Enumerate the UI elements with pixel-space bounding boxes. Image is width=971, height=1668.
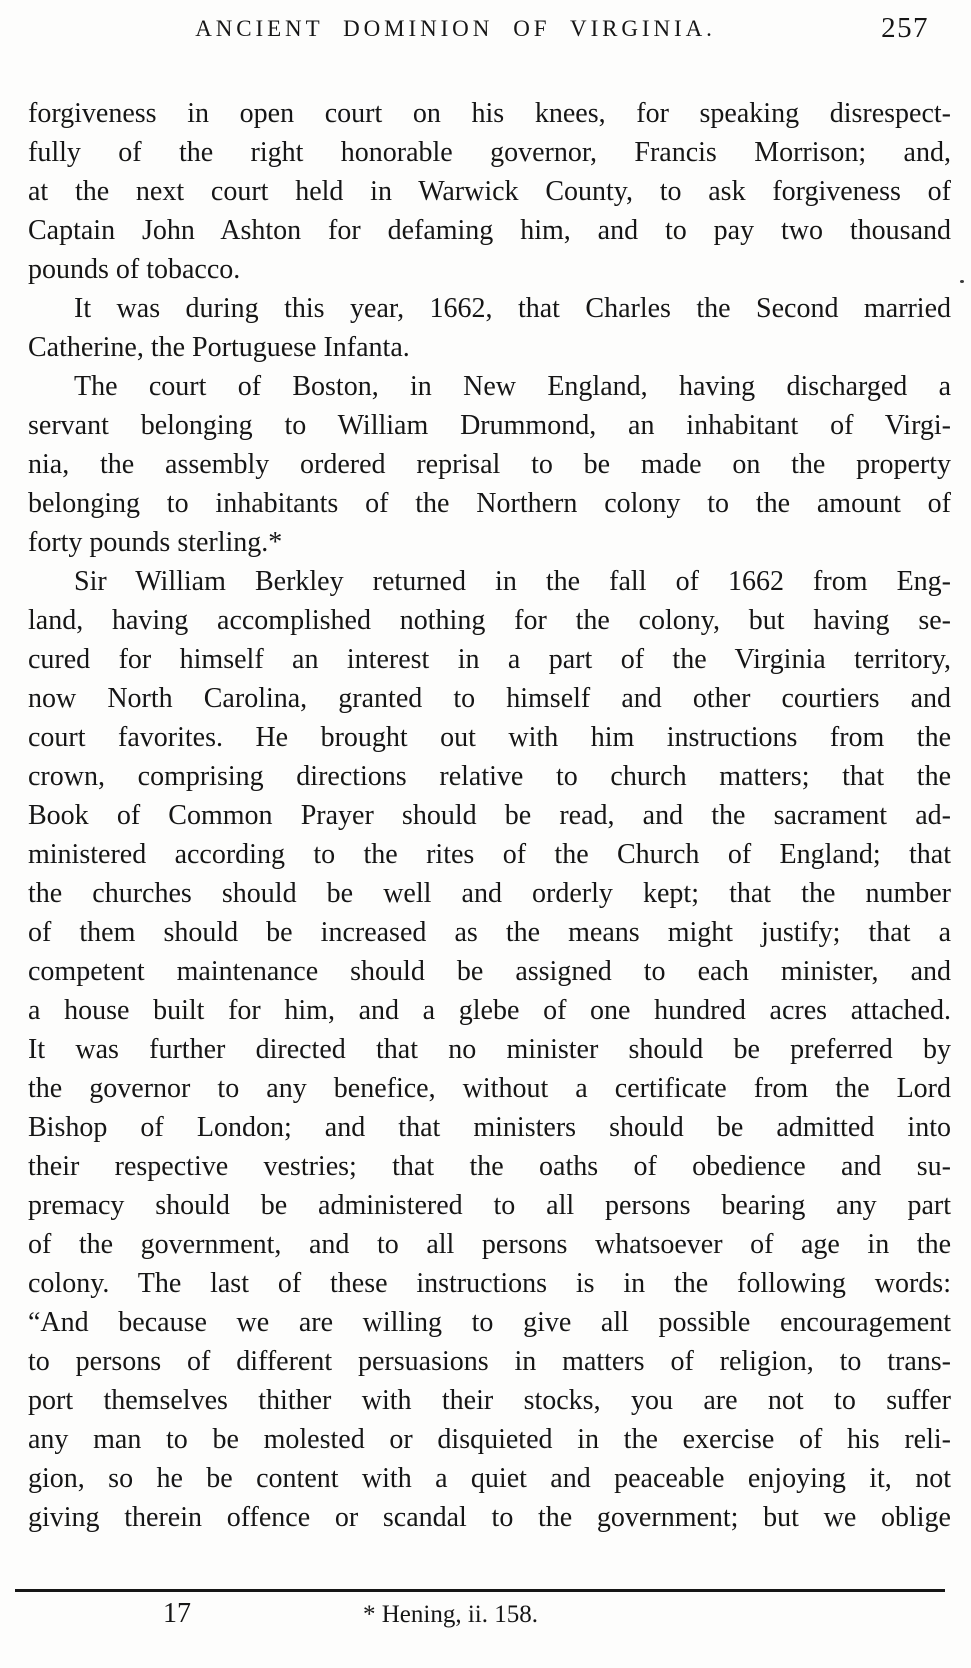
text-line: Captain John Ashton for defaming him, and to pay two thousand xyxy=(28,215,951,246)
text-line: the governor to any benefice, without a certificate from the Lord xyxy=(28,1073,951,1104)
footnote-rule xyxy=(15,1589,945,1592)
text-line: gion, so he be content with a quiet and peaceable enjoying it, not xyxy=(28,1463,951,1494)
text-line: a house built for him, and a glebe of one hundred acres attached. xyxy=(28,995,951,1026)
text-line: ministered according to the rites of the Church of England; that xyxy=(28,839,951,870)
text-line: of the government, and to all persons whatsoever of age in the xyxy=(28,1229,951,1260)
text-line: Book of Common Prayer should be read, and the sacrament ad- xyxy=(28,800,951,831)
text-line: Bishop of London; and that ministers should be admitted into xyxy=(28,1112,951,1143)
text-line: colony. The last of these instructions is in the following words: xyxy=(28,1268,951,1299)
page-number: 257 xyxy=(881,12,929,44)
text-line: premacy should be administered to all persons bearing any part xyxy=(28,1190,951,1221)
text-line: nia, the assembly ordered reprisal to be made on the property xyxy=(28,449,951,480)
text-line: It was during this year, 1662, that Charles the Second married xyxy=(74,293,951,324)
text-line: crown, comprising directions relative to church matters; that the xyxy=(28,761,951,792)
text-line: servant belonging to William Drummond, an inhabitant of Virgi- xyxy=(28,410,951,441)
text-line: the churches should be well and orderly kept; that the number xyxy=(28,878,951,909)
signature-number: 17 xyxy=(163,1598,191,1629)
text-line: forty pounds sterling.* xyxy=(28,527,283,558)
text-line: their respective vestries; that the oaths of obedience and su- xyxy=(28,1151,951,1182)
page-footer xyxy=(0,1598,971,1638)
text-line: at the next court held in Warwick County, to ask forgiveness of xyxy=(28,176,951,207)
paragraph xyxy=(28,94,951,289)
text-line: giving therein offence or scandal to the government; but we oblige xyxy=(28,1502,951,1533)
paragraph xyxy=(28,289,951,367)
footnote-text: * Hening, ii. 158. xyxy=(363,1601,538,1628)
running-title: ANCIENT DOMINION OF VIRGINIA. xyxy=(195,16,716,41)
text-line: “And because we are willing to give all possible encouragement xyxy=(28,1307,951,1338)
text-line: fully of the right honorable governor, Francis Morrison; and, xyxy=(28,137,951,168)
text-line: of them should be increased as the means might justify; that a xyxy=(28,917,951,948)
scan-speck xyxy=(960,280,964,283)
text-line: cured for himself an interest in a part of the Virginia territory, xyxy=(28,644,951,675)
text-line: forgiveness in open court on his knees, for speaking disrespect- xyxy=(28,98,951,129)
text-line: land, having accomplished nothing for the colony, but having se- xyxy=(28,605,951,636)
text-line: belonging to inhabitants of the Northern colony to the amount of xyxy=(28,488,951,519)
text-line: competent maintenance should be assigned to each minister, and xyxy=(28,956,951,987)
text-line: The court of Boston, in New England, having discharged a xyxy=(74,371,951,402)
text-line: It was further directed that no minister should be preferred by xyxy=(28,1034,951,1065)
paragraph xyxy=(28,562,951,1537)
paragraph xyxy=(28,367,951,562)
text-line: any man to be molested or disquieted in the exercise of his reli- xyxy=(28,1424,951,1455)
text-line: to persons of different persuasions in matters of religion, to trans- xyxy=(28,1346,951,1377)
text-line: Catherine, the Portuguese Infanta. xyxy=(28,332,410,363)
text-line: port themselves thither with their stocks, you are not to suffer xyxy=(28,1385,951,1416)
page-body xyxy=(28,94,951,1537)
text-line: now North Carolina, granted to himself and other courtiers and xyxy=(28,683,951,714)
running-head xyxy=(0,0,971,50)
text-line: pounds of tobacco. xyxy=(28,254,241,285)
text-line: court favorites. He brought out with him instructions from the xyxy=(28,722,951,753)
text-line: Sir William Berkley returned in the fall of 1662 from Eng- xyxy=(74,566,951,597)
